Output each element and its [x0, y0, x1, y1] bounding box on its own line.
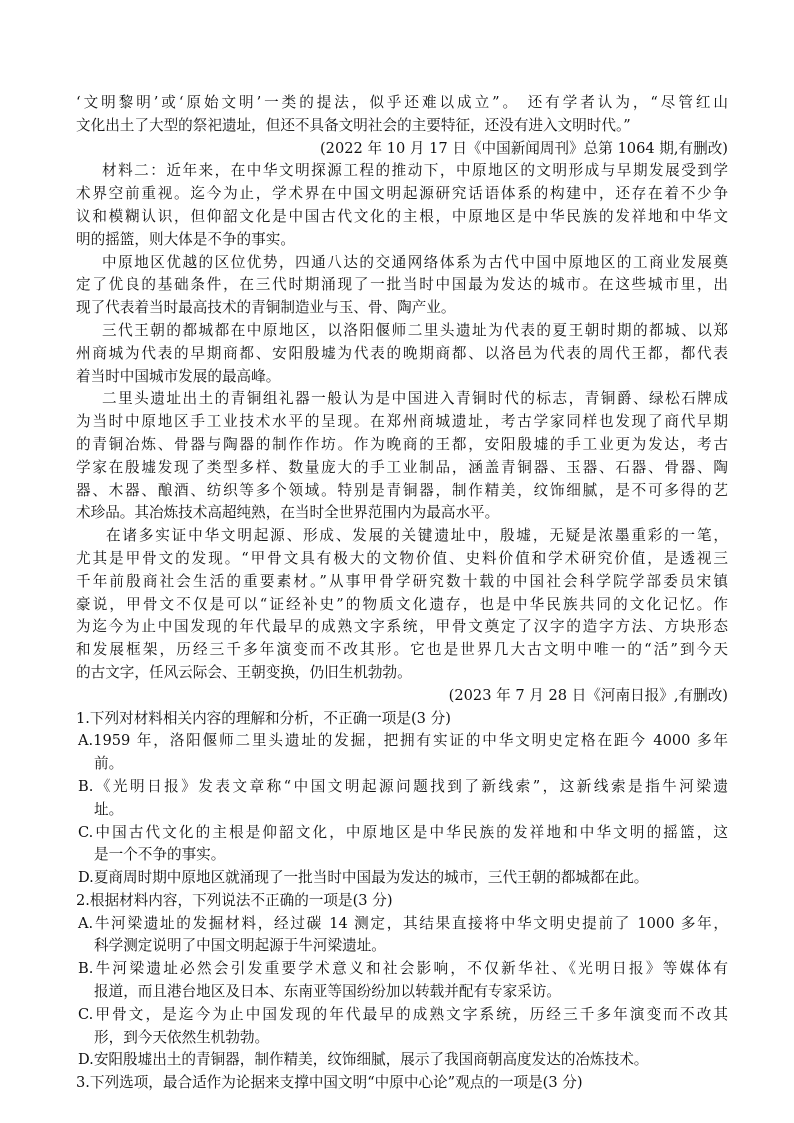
paragraph-line: 文化出土了大型的祭祀遗址，但还不具备文明社会的主要特征，还没有进入文明时代。”: [76, 116, 631, 134]
answer-option-line: 前。: [94, 755, 124, 773]
question-stem: 3.下列选项，最合适作为论据来支撑中国文明“中原中心论”观点的一项是(3 分): [76, 1074, 583, 1092]
paragraph-line: 学家在殷墟发现了类型多样、数量庞大的手工业制品，涵盖青铜器、玉器、石器、骨器、陶: [76, 458, 728, 476]
source-citation: (2023 年 7 月 28 日《河南日报》,有删改): [448, 686, 728, 704]
paragraph-line: 器、木器、酿酒、纺织等多个领域。特别是青铜器，制作精美，纹饰细腻，是不可多得的艺: [76, 481, 728, 499]
paragraph-line: 着当时中国城市发展的最高峰。: [76, 367, 281, 385]
answer-option-line: 形，到今天依然生机勃勃。: [94, 1028, 270, 1046]
answer-option-line: A.1959 年，洛阳偃师二里头遗址的发掘，把拥有实证的中华文明史定格在距今 4000 多年: [78, 732, 728, 750]
paragraph-line: 中原地区优越的区位优势，四通八达的交通网络体系为古代中国中原地区的工商业发展奠: [102, 253, 728, 271]
paragraph-line: 术界空前重视。迄今为止，学术界在中国文明起源研究话语体系的构建中，还存在着不少争: [76, 185, 728, 203]
paragraph-line: 二里头遗址出土的青铜组礼器一般认为是中国进入青铜时代的标志，青铜爵、绿松石牌成: [102, 390, 728, 408]
answer-option-line: D.夏商周时期中原地区就涌现了一批当时中国最为发达的城市，三代王朝的都城都在此。: [78, 869, 649, 887]
answer-option-line: D.安阳殷墟出土的青铜器，制作精美，纹饰细腻，展示了我国商朝高度发达的冶炼技术。: [78, 1051, 649, 1069]
paragraph-line: 的青铜冶炼、骨器与陶器的制作作坊。作为晚商的王都，安阳殷墟的手工业更为发达，考古: [76, 435, 728, 453]
answer-option-line: B.牛河梁遗址必然会引发重要学术意义和社会影响，不仅新华社、《光明日报》等媒体有: [78, 960, 728, 978]
paragraph-line: 材料二：近年来，在中华文明探源工程的推动下，中原地区的文明形成与早期发展受到学: [102, 162, 728, 180]
question-stem: 1.下列对材料相关内容的理解和分析，不正确一项是(3 分): [76, 709, 451, 727]
paragraph-line: 术珍品。其冶炼技术高超纯熟，在当时全世界范围内为最高水平。: [76, 504, 500, 522]
paragraph-line: 州商城为代表的早期商都、安阳殷墟为代表的晚期商都、以洛邑为代表的周代王都，都代表: [76, 344, 728, 362]
answer-option-line: C.甲骨文，是迄今为止中国发现的年代最早的成熟文字系统，历经三千多年演变而不改其: [78, 1005, 728, 1023]
answer-option-line: A.牛河梁遗址的发掘材料，经过碳 14 测定，其结果直接将中华文明史提前了 1000 多年，: [78, 914, 728, 932]
source-citation: (2022 年 10 月 17 日《中国新闻周刊》总第 1064 期,有删改): [319, 139, 728, 157]
paragraph-line: 明的摇篮，则大体是不争的事实。: [76, 230, 295, 248]
paragraph-line: 豪说，甲骨文不仅是可以“证经补史”的物质文化遗存，也是中华民族共同的文化记忆。作: [76, 595, 728, 613]
paragraph-line: 在诸多实证中华文明起源、形成、发展的关键遗址中，殷墟，无疑是浓墨重彩的一笔，: [106, 527, 728, 545]
answer-option-line: 址。: [94, 800, 124, 818]
answer-option-line: C.中国古代文化的主根是仰韶文化，中原地区是中华民族的发祥地和中华文明的摇篮，这: [78, 823, 728, 841]
answer-option-line: 是一个不争的事实。: [94, 846, 226, 864]
paragraph-line: 三代王朝的都城都在中原地区，以洛阳偃师二里头遗址为代表的夏王朝时期的都城、以郑: [102, 321, 728, 339]
paragraph-line: 现了代表着当时最高技术的青铜制造业与玉、骨、陶产业。: [76, 299, 456, 317]
paragraph-line: 为当时中原地区手工业技术水平的呈现。在郑州商城遗址，考古学家同样也发现了商代早期: [76, 413, 728, 431]
paragraph-line: 千年前殷商社会生活的重要素材。”从事甲骨学研究数十载的中国社会科学院学部委员宋镇: [76, 572, 728, 590]
answer-option-line: B.《光明日报》发表文章称“中国文明起源问题找到了新线索”，这新线索是指牛河梁遗: [78, 777, 728, 795]
paragraph-line: 为迄今为止中国发现的年代最早的成熟文字系统，甲骨文奠定了汉字的造字方法、方块形态: [76, 618, 728, 636]
paragraph-line: 的古文字，任风云际会、王朝变换，仍旧生机勃勃。: [76, 663, 412, 681]
paragraph-line: ‘文明黎明’或‘原始文明’一类的提法，似乎还难以成立”。 还有学者认为，“尽管红山: [76, 94, 728, 111]
question-stem: 2.根据材料内容，下列说法不正确的一项是(3 分): [76, 891, 393, 909]
paragraph-line: 定了优良的基础条件，在三代时期涌现了一批当时中国最为发达的城市。在这些城市里，出: [76, 276, 728, 294]
paragraph-line: 尤其是甲骨文的发现。“甲骨文具有极大的文物价值、史料价值和学术研究价值，是透视三: [76, 549, 728, 567]
answer-option-line: 科学测定说明了中国文明起源于牛河梁遗址。: [94, 937, 386, 955]
answer-option-line: 报道，而且港台地区及日本、东南亚等国纷纷加以转载并配有专家采访。: [94, 983, 562, 1001]
document-page: [76, 92, 728, 1095]
paragraph-line: 和发展框架，历经三千多年演变而不改其形。它也是世界几大古文明中唯一的“活”到今天: [76, 641, 728, 659]
paragraph-line: 议和模糊认识，但仰韶文化是中国古代文化的主根，中原地区是中华民族的发祥地和中华文: [76, 207, 728, 225]
